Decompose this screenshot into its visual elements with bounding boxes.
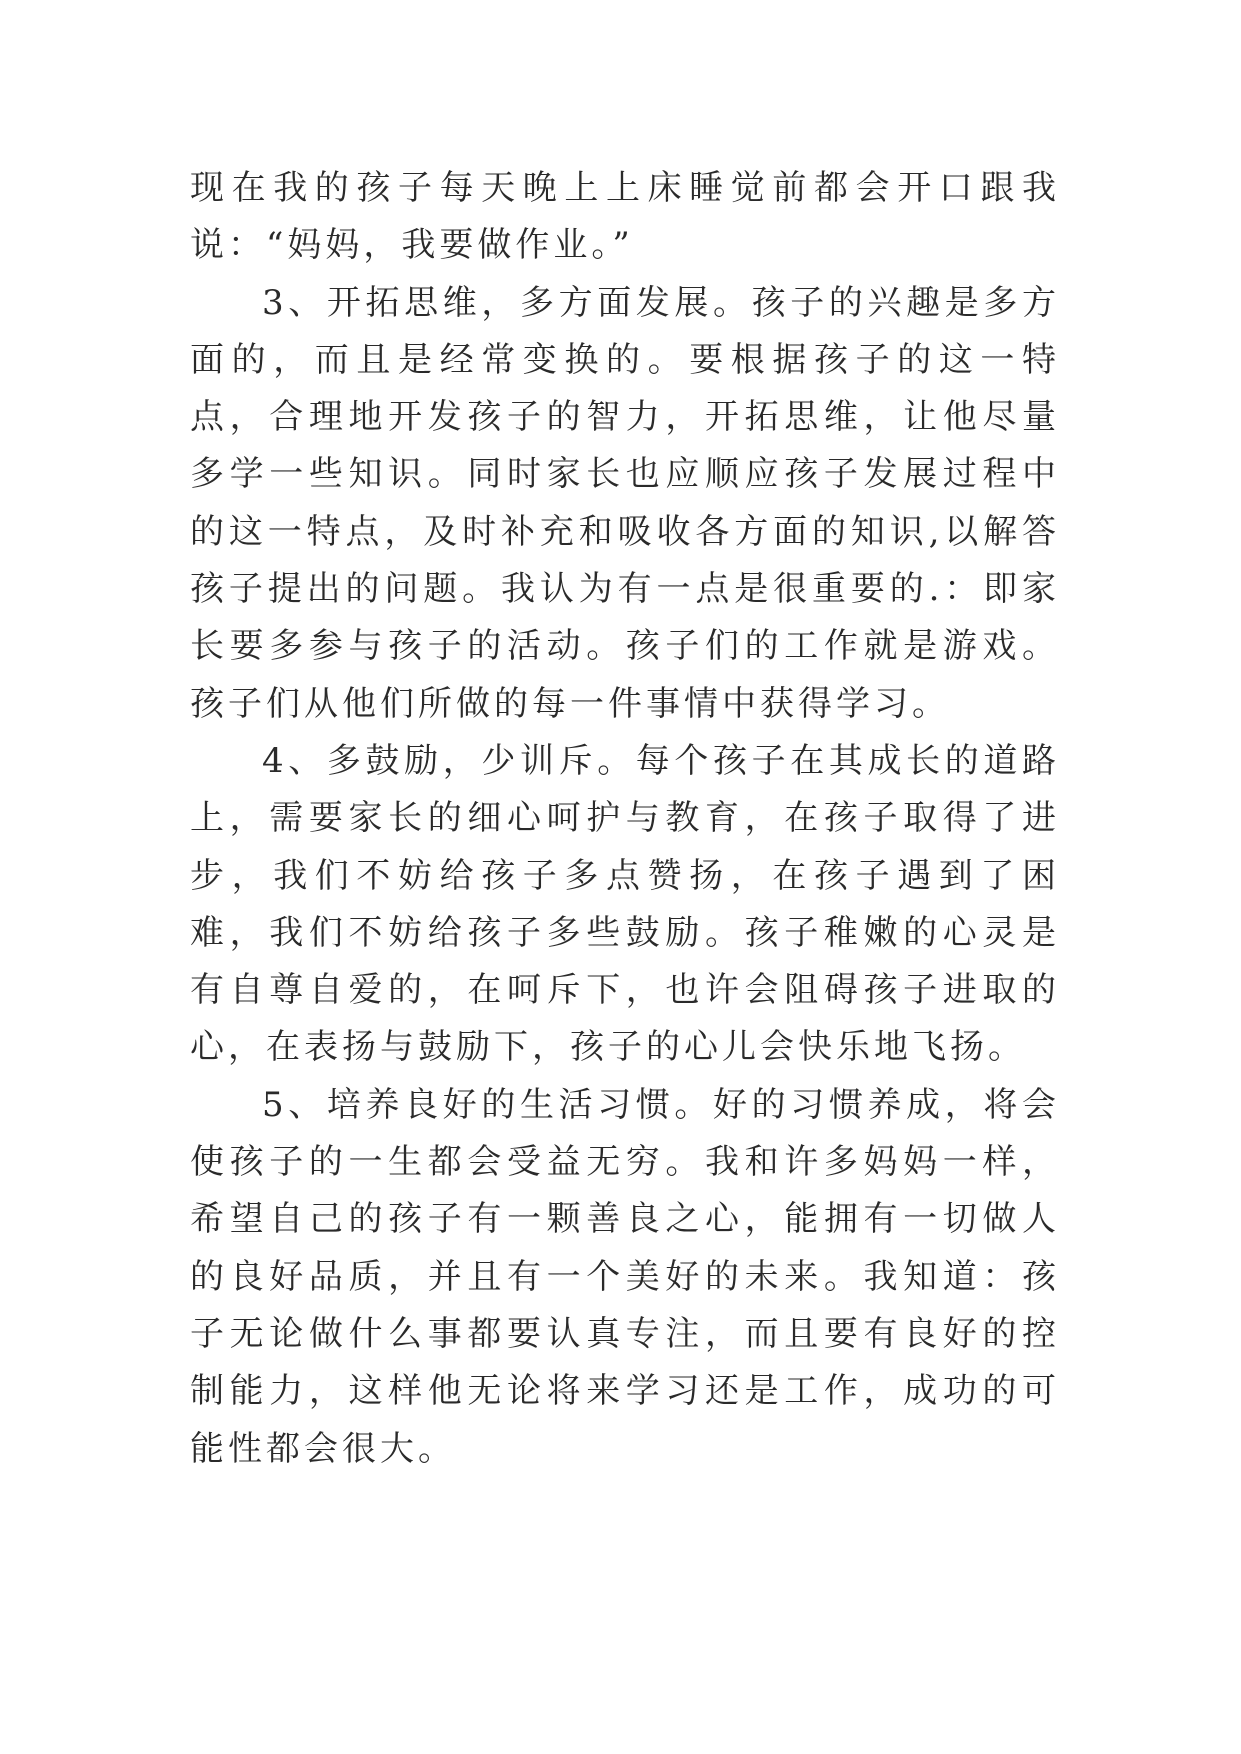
document-body	[190, 160, 1060, 1478]
paragraph-continuation: 现在我的孩子每天晚上上床睡觉前都会开口跟我说：“妈妈，我要做作业。”	[190, 168, 1060, 266]
paragraph-item-4: 4、多鼓励，少训斥。每个孩子在其成长的道路上，需要家长的细心呵护与教育，在孩子取得了进步，我们不妨给孩子多点赞扬，在孩子遇到了困难，我们不妨给孩子多些鼓励。孩子稚嫩的心灵是有自尊自爱的，在呵斥下，也许会阻碍孩子进取的心，在表扬与鼓励下，孩子的心儿会快乐地飞扬。	[190, 740, 1060, 1068]
paragraph-item-5: 5、培养良好的生活习惯。好的习惯养成，将会使孩子的一生都会受益无穷。我和许多妈妈一样，希望自己的孩子有一颗善良之心，能拥有一切做人的良好品质，并且有一个美好的未来。我知道：孩子无论做什么事都要认真专注，而且要有良好的控制能力，这样他无论将来学习还是工作，成功的可能性都会很大。	[190, 1084, 1060, 1469]
paragraph-item-3: 3、开拓思维，多方面发展。孩子的兴趣是多方面的，而且是经常变换的。要根据孩子的这一特点，合理地开发孩子的智力，开拓思维，让他尽量多学一些知识。同时家长也应顺应孩子发展过程中的这一特点，及时补充和吸收各方面的知识,以解答孩子提出的问题。我认为有一点是很重要的.：即家长要多参与孩子的活动。孩子们的工作就是游戏。孩子们从他们所做的每一件事情中获得学习。	[190, 282, 1060, 724]
